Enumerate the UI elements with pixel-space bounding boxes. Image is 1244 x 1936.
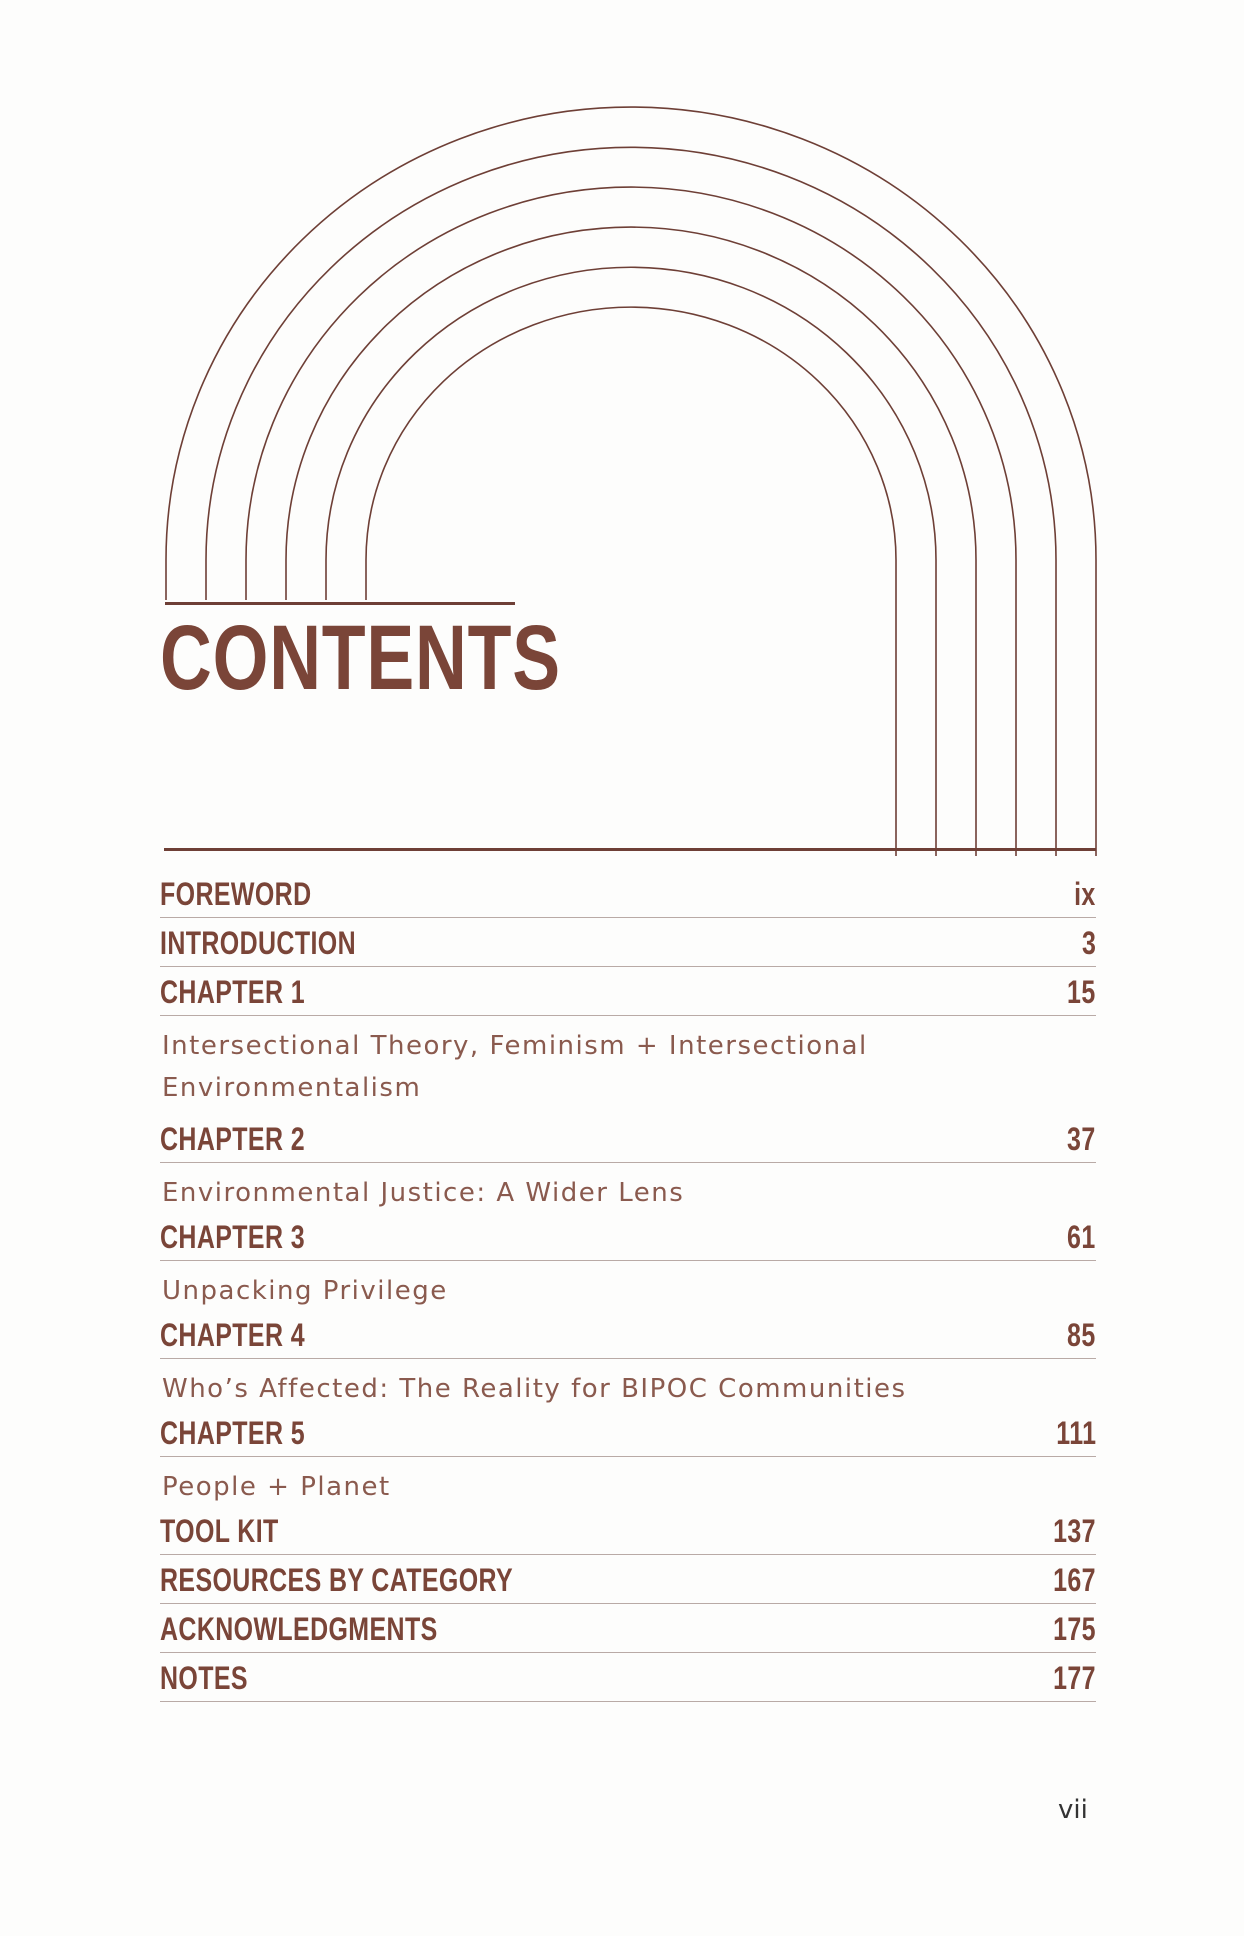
toc-divider <box>160 1358 1096 1360</box>
toc-entry-notes[interactable] <box>160 1654 1096 1702</box>
toc-entry-label: ACKNOWLEDGMENTS <box>160 1611 438 1647</box>
chapter-4-subtitle: Who’s Affected: The Reality for BIPOC Communities <box>162 1374 907 1404</box>
toc-entry-acknowledgments[interactable] <box>160 1605 1096 1653</box>
toc-divider <box>160 966 1096 968</box>
toc-divider <box>160 917 1096 919</box>
chapter-1-subtitle: Intersectional Theory, Feminism + Intersectional Environmentalism <box>162 1031 868 1103</box>
toc-divider <box>160 1456 1096 1458</box>
title-rule <box>165 602 515 605</box>
toc-entry-label: TOOL KIT <box>160 1513 279 1549</box>
toc-entry-chapter-5[interactable] <box>160 1409 1096 1457</box>
toc-entry-chapter-3[interactable] <box>160 1213 1096 1261</box>
toc-entry-page: 85 <box>1067 1317 1096 1353</box>
toc-entry-page: 175 <box>1053 1611 1096 1647</box>
chapter-3-subtitle: Unpacking Privilege <box>162 1276 448 1306</box>
toc-entry-chapter-1[interactable] <box>160 968 1096 1016</box>
toc-entry-page: 111 <box>1055 1415 1096 1451</box>
toc-entry-chapter-4[interactable] <box>160 1311 1096 1359</box>
toc-entry-label: RESOURCES BY CATEGORY <box>160 1562 514 1598</box>
toc-divider <box>160 1652 1096 1654</box>
toc-entry-page: 137 <box>1053 1513 1096 1549</box>
toc-entry-introduction[interactable] <box>160 919 1096 967</box>
toc-entry-page: 167 <box>1053 1562 1096 1598</box>
chapter-2-subtitle: Environmental Justice: A Wider Lens <box>162 1178 685 1208</box>
page-title: CONTENTS <box>160 607 561 709</box>
toc-divider <box>160 1015 1096 1017</box>
toc-entry-page: 15 <box>1067 974 1096 1010</box>
toc-entry-page: 61 <box>1067 1219 1096 1255</box>
toc-top-rule <box>164 848 1096 851</box>
toc-entry-label: INTRODUCTION <box>160 925 357 961</box>
toc-divider <box>160 1554 1096 1556</box>
toc-entry-page: 37 <box>1067 1121 1096 1157</box>
toc-divider <box>160 1260 1096 1262</box>
toc-entry-label: CHAPTER 1 <box>160 974 305 1010</box>
toc-divider <box>160 1701 1096 1703</box>
toc-divider <box>160 1603 1096 1605</box>
toc-entry-label: FOREWORD <box>160 876 312 912</box>
toc-entry-foreword[interactable] <box>160 870 1096 918</box>
toc-entry-label: CHAPTER 2 <box>160 1121 305 1157</box>
toc-entry-tool-kit[interactable] <box>160 1507 1096 1555</box>
toc-entry-page: 177 <box>1053 1660 1096 1696</box>
toc-entry-chapter-2[interactable] <box>160 1115 1096 1163</box>
toc-divider <box>160 1162 1096 1164</box>
chapter-5-subtitle: People + Planet <box>162 1472 391 1502</box>
toc-entry-label: NOTES <box>160 1660 248 1696</box>
toc-entry-page: 3 <box>1081 925 1096 961</box>
decorative-arch-graphic <box>0 0 1244 900</box>
toc-entry-label: CHAPTER 4 <box>160 1317 305 1353</box>
toc-entry-label: CHAPTER 5 <box>160 1415 305 1451</box>
page-number: vii <box>1058 1795 1088 1825</box>
toc-entry-page: ix <box>1074 876 1096 912</box>
toc-entry-resources-by-category[interactable] <box>160 1556 1096 1604</box>
toc-entry-label: CHAPTER 3 <box>160 1219 305 1255</box>
